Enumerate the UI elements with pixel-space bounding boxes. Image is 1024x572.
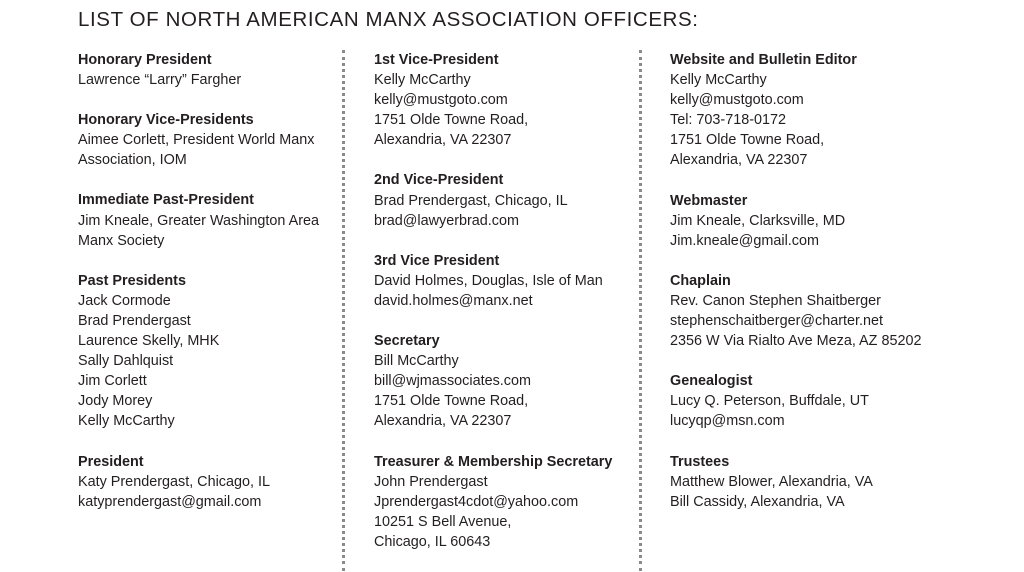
officer-detail-line: Bill Cassidy, Alexandria, VA [670, 493, 845, 510]
officer-section [78, 452, 340, 512]
officer-detail-line: 1751 Olde Towne Road, [374, 393, 529, 410]
officer-detail-line: Jim Kneale, Clarksville, MD [670, 212, 846, 229]
officer-section [670, 271, 970, 351]
officer-detail-line: Brad Prendergast, Chicago, IL [374, 192, 568, 209]
officer-email: katyprendergast@gmail.com [78, 493, 262, 510]
officer-role-heading: Genealogist [670, 373, 753, 390]
column-divider [342, 50, 345, 571]
officer-detail-line: 10251 S Bell Avenue, [374, 513, 512, 530]
officer-email: brad@lawyerbrad.com [374, 212, 519, 229]
officer-role-heading: Website and Bulletin Editor [670, 52, 857, 68]
officer-section [78, 271, 340, 432]
officer-role-heading: 1st Vice-President [374, 52, 499, 68]
officer-detail-line: 2356 W Via Rialto Ave Meza, AZ 85202 [670, 333, 922, 350]
officer-role-heading: Immediate Past-President [78, 192, 254, 209]
officers-column-3 [670, 50, 970, 532]
officer-detail-line: Alexandria, VA 22307 [670, 152, 808, 169]
officer-detail-line: Brad Prendergast [78, 312, 191, 329]
officer-email: kelly@mustgoto.com [374, 92, 508, 109]
officer-section [670, 452, 970, 512]
officer-detail-line: Rev. Canon Stephen Shaitberger [670, 292, 881, 309]
officer-detail-line: Kelly McCarthy [78, 413, 175, 430]
officer-email: Jim.kneale@gmail.com [670, 232, 819, 249]
officer-section [374, 50, 636, 150]
officer-detail-line: David Holmes, Douglas, Isle of Man [374, 272, 603, 289]
officer-role-heading: Chaplain [670, 272, 731, 289]
officer-detail-line: Jim Corlett [78, 373, 147, 390]
officer-section [670, 371, 970, 431]
officer-detail-line: Chicago, IL 60643 [374, 533, 491, 550]
officer-section [374, 331, 636, 431]
officer-section [374, 251, 636, 311]
officer-role-heading: Secretary [374, 333, 440, 350]
officer-email: david.holmes@manx.net [374, 292, 533, 309]
officer-detail-line: Katy Prendergast, Chicago, IL [78, 473, 270, 490]
column-divider [639, 50, 642, 571]
officer-detail-line: Tel: 703-718-0172 [670, 112, 787, 129]
officer-detail-line: Jody Morey [78, 393, 153, 410]
officer-detail-line: 1751 Olde Towne Road, [670, 132, 825, 149]
officer-detail-line: Bill McCarthy [374, 353, 459, 370]
officer-detail-line: Lawrence “Larry” Fargher [78, 72, 242, 89]
officer-email: bill@wjmassociates.com [374, 373, 531, 390]
officer-role-heading: Honorary President [78, 52, 212, 68]
officer-role-heading: President [78, 453, 144, 470]
officer-detail-line: Sally Dahlquist [78, 353, 174, 370]
officer-detail-line: John Prendergast [374, 473, 488, 490]
officer-email: Jprendergast4cdot@yahoo.com [374, 493, 579, 510]
officer-section [78, 50, 340, 90]
officer-role-heading: 2nd Vice-President [374, 172, 504, 189]
officer-detail-line: Lucy Q. Peterson, Buffdale, UT [670, 393, 869, 410]
officer-detail-line: Manx Society [78, 232, 165, 249]
officer-role-heading: Webmaster [670, 192, 748, 209]
officer-detail-line: Alexandria, VA 22307 [374, 132, 512, 149]
officer-role-heading: Past Presidents [78, 272, 186, 289]
officer-email: kelly@mustgoto.com [670, 92, 804, 109]
officer-detail-line: Jack Cormode [78, 292, 171, 309]
officer-detail-line: Laurence Skelly, MHK [78, 333, 220, 350]
officer-detail-line: Matthew Blower, Alexandria, VA [670, 473, 873, 490]
officer-detail-line: Alexandria, VA 22307 [374, 413, 512, 430]
officer-detail-line: Association, IOM [78, 152, 187, 169]
officer-section [374, 170, 636, 230]
officer-role-heading: Honorary Vice-Presidents [78, 112, 254, 129]
officer-detail-line: 1751 Olde Towne Road, [374, 112, 529, 129]
officer-section [374, 452, 636, 552]
page-title: LIST OF NORTH AMERICAN MANX ASSOCIATION OFFICERS: [78, 8, 699, 31]
officer-email: lucyqp@msn.com [670, 413, 785, 430]
officer-section [670, 191, 970, 251]
officer-email: stephenschaitberger@charter.net [670, 313, 884, 330]
officer-detail-line: Kelly McCarthy [374, 72, 471, 89]
officer-section [78, 190, 340, 250]
officer-role-heading: Treasurer & Membership Secretary [374, 453, 613, 470]
officer-detail-line: Jim Kneale, Greater Washington Area [78, 212, 320, 229]
officers-column-2 [374, 50, 636, 572]
officer-role-heading: Trustees [670, 453, 730, 470]
officer-section [78, 110, 340, 170]
officer-role-heading: 3rd Vice President [374, 252, 500, 269]
officer-detail-line: Kelly McCarthy [670, 72, 767, 89]
officer-detail-line: Aimee Corlett, President World Manx [78, 132, 315, 149]
officer-section [670, 50, 970, 171]
officers-column-1 [78, 50, 340, 532]
